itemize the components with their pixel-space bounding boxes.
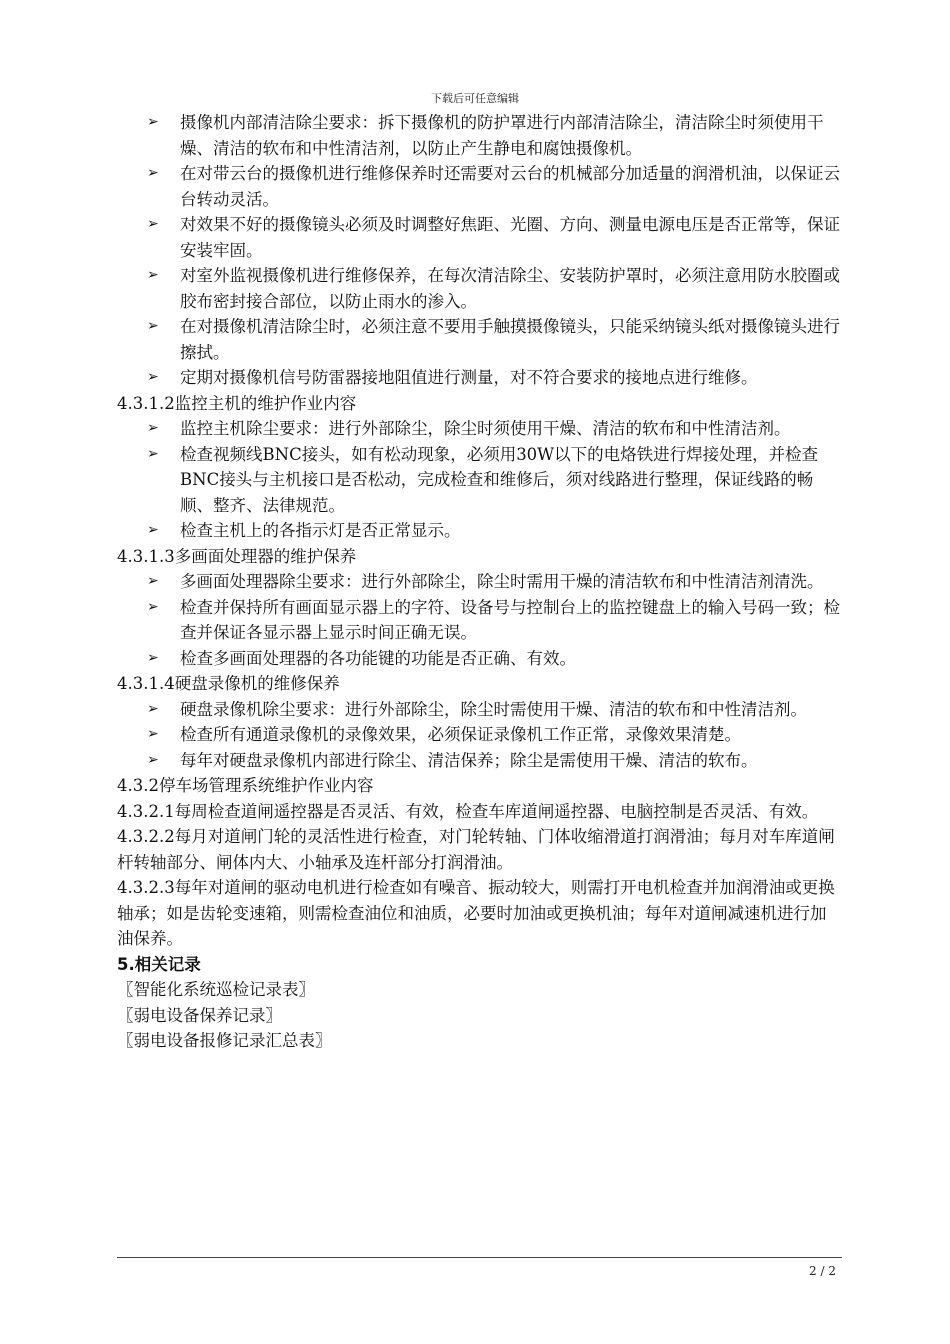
- list-item: ➢ 检查所有通道录像机的录像效果，必须保证录像机工作正常，录像效果清楚。: [117, 722, 842, 748]
- arrow-bullet-icon: ➢: [147, 751, 159, 768]
- list-item: ➢ 检查并保持所有画面显示器上的字符、设备号与控制台上的监控键盘上的输入号码一致；检查并保证各显示器上显示时间正确无误。: [117, 595, 842, 646]
- arrow-bullet-icon: ➢: [147, 318, 159, 334]
- page-number: 2 / 2: [809, 1264, 836, 1278]
- list-item: ➢ 定期对摄像机信号防雷器接地阻值进行测量，对不符合要求的接地点进行维修。: [117, 365, 842, 391]
- list-item: ➢ 监控主机除尘要求：进行外部除尘，除尘时须使用干燥、清洁的软布和中性清洁剂。: [117, 416, 842, 442]
- arrow-bullet-icon: ➢: [147, 700, 159, 717]
- arrow-bullet-icon: ➢: [147, 726, 159, 742]
- list-item: ➢ 检查多画面处理器的各功能键的功能是否正确、有效。: [117, 646, 842, 672]
- section-heading: 4.3.2停车场管理系统维护作业内容: [117, 776, 374, 795]
- section-title: 5.相关记录: [117, 954, 201, 974]
- arrow-bullet-icon: ➢: [147, 522, 159, 538]
- section-heading: 4.3.1.4硬盘录像机的维修保养: [117, 674, 340, 693]
- list-item: ➢ 摄像机内部清洁除尘要求：拆下摄像机的防护罩进行内部清洁除尘，清洁除尘时须使用干燥、清洁的软布和中性清洁剂，以防止产生静电和腐蚀摄像机。: [117, 110, 842, 161]
- section-heading: 4.3.1.2监控主机的维护作业内容: [117, 393, 357, 413]
- section-heading: 4.3.1.3多画面处理器的维护保养: [117, 546, 357, 566]
- arrow-bullet-icon: ➢: [147, 114, 159, 130]
- list-item: ➢ 对效果不好的摄像镜头必须及时调整好焦距、光圈、方向、测量电源电压是否正常等，保证安装牢固。: [117, 212, 842, 263]
- record-item: 〖弱电设备报修记录汇总表〗: [117, 1031, 332, 1050]
- record-item: 〖弱电设备保养记录〗: [117, 1005, 282, 1025]
- arrow-bullet-icon: ➢: [147, 216, 159, 232]
- page-header: 下载后可任意编辑: [431, 92, 519, 105]
- arrow-bullet-icon: ➢: [147, 598, 159, 615]
- list-item: ➢ 多画面处理器除尘要求：进行外部除尘，除尘时需用干燥的清洁软布和中性清洁剂清洗。: [117, 569, 842, 595]
- arrow-bullet-icon: ➢: [147, 445, 159, 462]
- paragraph: 4.3.2.2每月对道闸门轮的灵活性进行检查，对门轮转轴、门体收缩滑道打润滑油；每月对车库道闸杆转轴部分、闸体内大、小轴承及连杆部分打润滑油。: [117, 827, 835, 872]
- arrow-bullet-icon: ➢: [147, 369, 159, 385]
- arrow-bullet-icon: ➢: [147, 420, 159, 436]
- arrow-bullet-icon: ➢: [147, 267, 159, 283]
- paragraph: 4.3.2.3每年对道闸的驱动电机进行检查如有噪音、振动较大，则需打开电机检查并加润滑油或更换轴承；如是齿轮变速箱，则需检查油位和油质，必要时加油或更换机油；每年对道闸减速机进行加油保养。: [117, 878, 835, 948]
- list-item: ➢ 在对带云台的摄像机进行维修保养时还需要对云台的机械部分加适量的润滑机油，以保证云台转动灵活。: [117, 161, 842, 212]
- arrow-bullet-icon: ➢: [147, 165, 159, 181]
- record-item: 〖智能化系统巡检记录表〗: [117, 980, 315, 999]
- paragraph: 4.3.2.1每周检查道闸遥控器是否灵活、有效，检查车库道闸遥控器、电脑控制是否灵活、有效。: [117, 801, 819, 821]
- footer-divider: [117, 1257, 842, 1258]
- list-item: ➢ 硬盘录像机除尘要求：进行外部除尘，除尘时需使用干燥、清洁的软布和中性清洁剂。: [117, 697, 842, 723]
- document-body: [117, 110, 842, 1054]
- arrow-bullet-icon: ➢: [147, 649, 159, 666]
- list-item: ➢ 每年对硬盘录像机内部进行除尘、清洁保养；除尘是需使用干燥、清洁的软布。: [117, 748, 842, 774]
- list-item: ➢ 对室外监视摄像机进行维修保养，在每次清洁除尘、安装防护罩时，必须注意用防水胶圈或胶布密封接合部位，以防止雨水的渗入。: [117, 263, 842, 314]
- list-item: ➢ 在对摄像机清洁除尘时，必须注意不要用手触摸摄像镜头，只能采纳镜头纸对摄像镜头进行擦拭。: [117, 314, 842, 365]
- list-item: ➢ 检查主机上的各指示灯是否正常显示。: [117, 518, 842, 544]
- list-item: ➢ 检查视频线BNC接头，如有松动现象，必须用30W以下的电烙铁进行焊接处理，并检查BNC接头与主机接口是否松动，完成检查和维修后，须对线路进行整理，保证线路的畅顺、整齐、法律规范。: [117, 442, 842, 519]
- arrow-bullet-icon: ➢: [147, 573, 159, 589]
